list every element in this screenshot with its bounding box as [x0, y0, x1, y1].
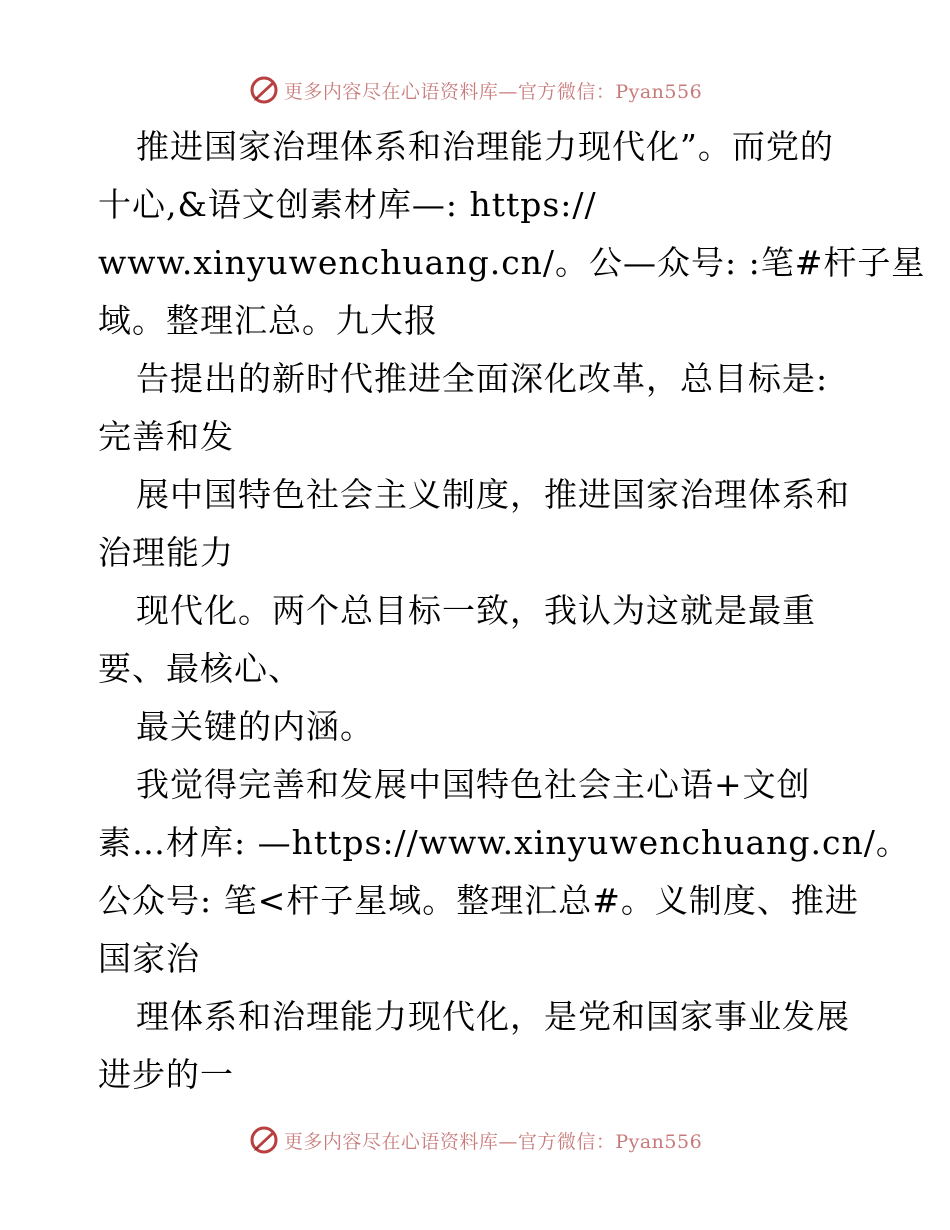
text-line: 要、最核心、	[98, 649, 302, 688]
text-line: 告提出的新时代推进全面深化改革，总目标是:	[136, 359, 829, 398]
document-body	[98, 118, 926, 1104]
text-line: 最关键的内涵。	[136, 707, 374, 746]
quill-logo-icon	[248, 1124, 280, 1156]
text-line: 域。整理汇总。九大报	[98, 301, 438, 340]
text-line: 素…材库: —https://www.xinyuwenchuang.cn/。	[98, 823, 910, 862]
footer-site-text: 更多内容尽在心语资料库	[283, 1130, 499, 1153]
footer-watermark	[0, 1120, 950, 1160]
text-line: www.xinyuwenchuang.cn/。公—众号: :笔#杆子星	[98, 243, 926, 282]
text-line: 公众号: 笔<杆子星域。整理汇总#。义制度、推进	[98, 881, 859, 920]
header-site-text: 更多内容尽在心语资料库	[283, 80, 499, 103]
text-line: 我觉得完善和发展中国特色社会主心语+文创	[136, 765, 811, 804]
header-wechat-text: —官方微信：Pyan556	[498, 80, 703, 103]
text-line: 完善和发	[98, 417, 234, 456]
footer-wechat-text: —官方微信：Pyan556	[498, 1130, 703, 1153]
text-line: 现代化。两个总目标一致，我认为这就是最重	[136, 591, 816, 630]
text-line: 治理能力	[98, 533, 234, 572]
text-line: 进步的一	[98, 1055, 234, 1094]
text-line: 国家治	[98, 939, 200, 978]
header-watermark	[0, 70, 950, 110]
text-line: 推进国家治理体系和治理能力现代化”。而党的	[136, 127, 834, 166]
text-line: 理体系和治理能力现代化，是党和国家事业发展	[136, 997, 850, 1036]
quill-logo-icon	[248, 74, 280, 106]
text-line: 展中国特色社会主义制度，推进国家治理体系和	[136, 475, 850, 514]
text-line: 十心,&语文创素材库—: https://	[98, 185, 597, 224]
